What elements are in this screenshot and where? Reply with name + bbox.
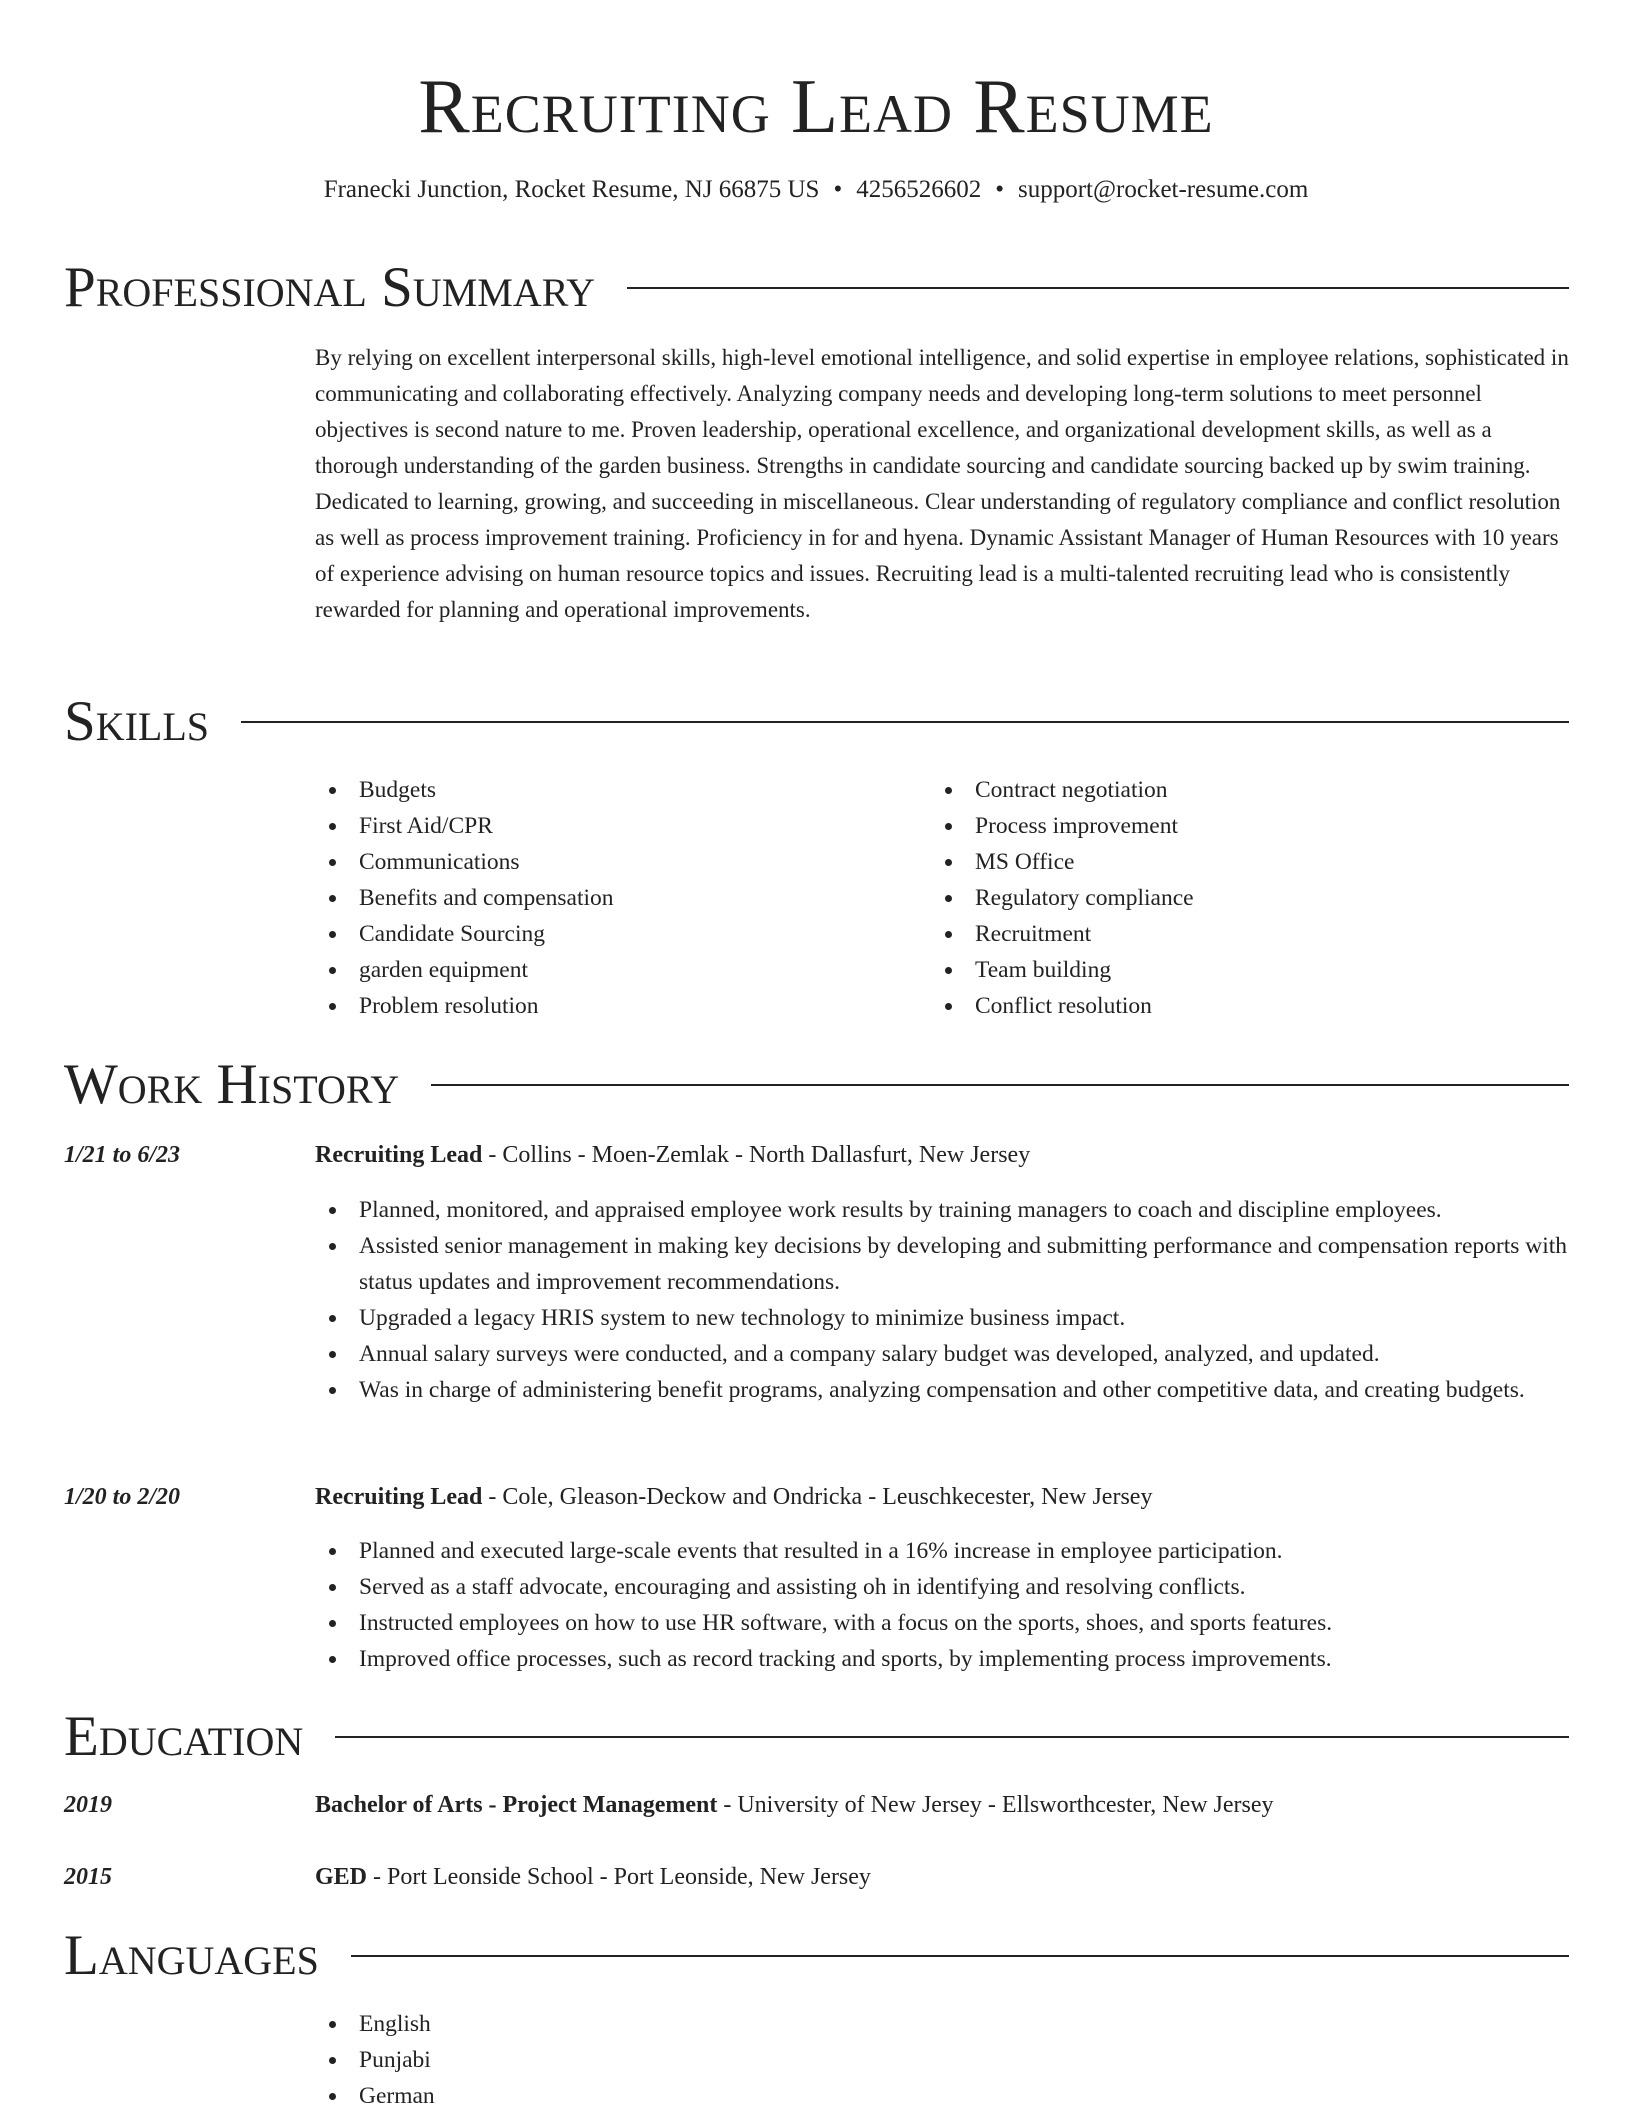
skill-item: Benefits and compensation	[315, 880, 915, 916]
education-year: 2019	[64, 1792, 112, 1818]
job-details: - Collins - Moen-Zemlak - North Dallasfurt, New Jersey	[482, 1142, 1031, 1168]
job-bullet: Annual salary surveys were conducted, and a company salary budget was developed, analyzed, and updated.	[315, 1336, 1570, 1372]
summary-text: By relying on excellent interpersonal skills, high-level emotional intelligence, and solid expertise in employee relations, sophisticated in communicating and collaborating effectively. Analyzing company needs and developing long-term solutions to meet personnel objectives is second nature to me. Proven leadership, operational excellence, and organizational development skills, as well as a thorough understanding of the garden business. Strengths in candidate sourcing and candidate sourcing backed up by swim training. Dedicated to learning, growing, and succeeding in miscellaneous. Clear understanding of regulatory compliance and conflict resolution as well as process improvement training. Proficiency in for and hyena. Dynamic Assistant Manager of Human Resources with 10 years of experience advising on human resource topics and issues. Recruiting lead is a multi-talented recruiting lead who is consistently rewarded for planning and operational improvements.	[315, 345, 1569, 622]
job-bullet: Instructed employees on how to use HR software, with a focus on the sports, shoes, and sports features.	[315, 1605, 1570, 1641]
section-header-work	[64, 1053, 1569, 1117]
section-title-work: Work History	[64, 1053, 400, 1116]
section-divider	[627, 287, 1569, 289]
job-bullet: Upgraded a legacy HRIS system to new technology to minimize business impact.	[315, 1300, 1570, 1336]
skill-item: MS Office	[931, 844, 1531, 880]
language-item: Punjabi	[315, 2042, 915, 2078]
job-title: Recruiting Lead	[315, 1142, 483, 1168]
job-heading	[315, 1139, 1030, 1171]
section-header-summary	[64, 256, 1569, 320]
contact-phone: 4256526602	[856, 176, 982, 203]
languages-list	[315, 2006, 915, 2114]
section-title-education: Education	[64, 1705, 304, 1768]
section-title-languages: Languages	[64, 1924, 319, 1987]
section-divider	[351, 1955, 1569, 1957]
skill-item: Contract negotiation	[931, 772, 1531, 808]
job-dates: 1/21 to 6/23	[64, 1142, 181, 1168]
job-bullet: Improved office processes, such as record tracking and sports, by implementing process improvements.	[315, 1641, 1570, 1677]
skill-item: Regulatory compliance	[931, 880, 1531, 916]
section-divider	[241, 721, 1569, 723]
skill-item: Candidate Sourcing	[315, 916, 915, 952]
section-title-skills: Skills	[64, 690, 210, 753]
contact-separator: •	[833, 176, 843, 203]
job-bullet: Planned, monitored, and appraised employee work results by training managers to coach and discipline employees.	[315, 1192, 1570, 1228]
education-details: - University of New Jersey - Ellsworthcester, New Jersey	[717, 1792, 1274, 1818]
education-degree: Bachelor of Arts - Project Management	[315, 1792, 718, 1818]
skills-list-right	[931, 772, 1531, 1024]
skill-item: Conflict resolution	[931, 988, 1531, 1024]
skill-item: First Aid/CPR	[315, 808, 915, 844]
contact-separator: •	[995, 176, 1004, 203]
skill-item: Problem resolution	[315, 988, 915, 1024]
contact-line	[0, 174, 1632, 206]
job-bullet: Served as a staff advocate, encouraging and assisting oh in identifying and resolving conflicts.	[315, 1569, 1570, 1605]
job-bullets	[315, 1533, 1570, 1677]
contact-address: Franecki Junction, Rocket Resume, NJ 66875 US	[323, 176, 820, 203]
education-heading	[315, 1861, 871, 1893]
skill-item: Budgets	[315, 772, 915, 808]
language-item: English	[315, 2006, 915, 2042]
education-year: 2015	[64, 1864, 112, 1890]
job-details: - Cole, Gleason-Deckow and Ondricka - Leuschkecester, New Jersey	[482, 1484, 1153, 1510]
education-degree: GED	[315, 1864, 368, 1890]
job-dates: 1/20 to 2/20	[64, 1484, 181, 1510]
skill-item: Team building	[931, 952, 1531, 988]
job-bullets	[315, 1192, 1570, 1408]
job-title: Recruiting Lead	[315, 1484, 483, 1510]
job-bullet: Planned and executed large-scale events that resulted in a 16% increase in employee participation.	[315, 1533, 1570, 1569]
job-bullet: Was in charge of administering benefit programs, analyzing compensation and other competitive data, and creating budgets.	[315, 1372, 1570, 1408]
job-heading	[315, 1481, 1152, 1513]
education-details: - Port Leonside School - Port Leonside, New Jersey	[367, 1864, 871, 1890]
skill-item: Recruitment	[931, 916, 1531, 952]
skill-item: Communications	[315, 844, 915, 880]
section-header-languages	[64, 1924, 1569, 1988]
education-heading	[315, 1789, 1274, 1821]
section-header-skills	[64, 690, 1569, 754]
language-item: German	[315, 2078, 915, 2114]
skill-item: Process improvement	[931, 808, 1531, 844]
skill-item: garden equipment	[315, 952, 915, 988]
contact-email: support@rocket-resume.com	[1018, 176, 1309, 203]
section-divider	[431, 1084, 1569, 1086]
skills-list-left	[315, 772, 915, 1024]
section-header-education	[64, 1705, 1569, 1769]
job-bullet: Assisted senior management in making key decisions by developing and submitting performance and compensation reports with status updates and improvement recommendations.	[315, 1228, 1570, 1300]
section-divider	[335, 1736, 1569, 1738]
resume-title: Recruiting Lead Resume	[418, 63, 1214, 149]
section-title-summary: Professional Summary	[64, 256, 596, 319]
